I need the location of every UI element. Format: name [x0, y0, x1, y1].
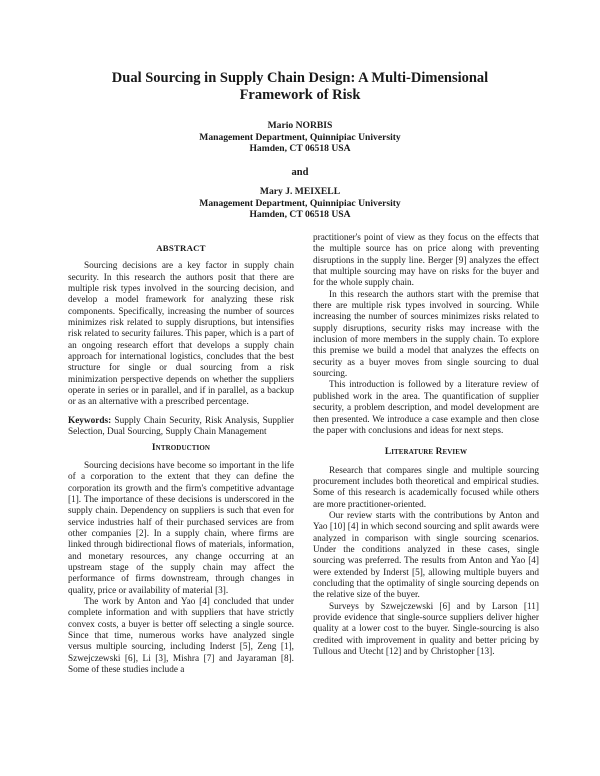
author-block-2: [80, 186, 520, 221]
intro-paragraph-1: Sourcing decisions have become so important in the life of a corporation to the extent that they can define the corporation its growth and the firm's competitive advantage [1]. The importance of these decisions is underscored in the supply chain. Dependency on suppliers is such that even for service industries half of their purchased services are from other companies [2]. In a supply chain, where firms are linked through bidirectional flows of materials, information, and monetary resources, any change occurring at an upstream stage of the supply chain may affect the performance of firms downstream, through changes in quality, price or availability of material [3].: [68, 460, 294, 596]
intro-paragraph-2-continued: practitioner's point of view as they focus on the effects that the multiple source has on price along with preventing disruptions in the supply line. Berger [9] analyzes the effect that multiple sourcing may have on risks for the buyer and for the whole supply chain.: [313, 233, 539, 289]
author-address: Hamden, CT 06518 USA: [249, 143, 351, 154]
lit-paragraph-3: Surveys by Szwejczewski [6] and by Larson [11] provide evidence that single-source suppliers deliver higher quality at a lower cost to the buyer. Single-sourcing is also credited with improvement in quality and better pricing by Tullous and Utecht [12] and by Christopher [13].: [313, 601, 539, 658]
introduction-heading: Introduction: [151, 442, 211, 453]
author-conjunction: and: [291, 167, 309, 178]
author-affiliation: Management Department, Quinnipiac University: [199, 131, 401, 143]
keywords-text: Supply Chain Security, Risk Analysis, Supplier Selection, Dual Sourcing, Supply Chain Management: [68, 415, 294, 438]
title-line-1: Dual Sourcing in Supply Chain Design: A Multi-Dimensional: [111, 70, 489, 86]
author-affiliation: Management Department, Quinnipiac University: [199, 197, 401, 209]
lit-paragraph-1: Research that compares single and multiple sourcing procurement includes both theoretical and empirical studies. Some of this research is academically focused while others are more practitioner-oriented.: [313, 465, 539, 510]
author-address: Hamden, CT 06518 USA: [249, 209, 351, 220]
intro-paragraph-3: In this research the authors start with the premise that there are multiple risk types involved in sourcing. While increasing the number of sources minimizes risks related to supply disruptions, security risks may increase with the inclusion of more members in the supply chain. To explore this premise we build a model that analyzes the effects on security as a buyer moves from single sourcing to dual sourcing.: [313, 289, 539, 380]
keywords-label: Keywords:: [68, 415, 112, 426]
author-name: Mary J. MEIXELL: [259, 186, 341, 197]
paper-title: [80, 70, 520, 104]
author-name: Mario NORBIS: [267, 120, 333, 131]
lit-paragraph-2: Our review starts with the contributions by Anton and Yao [10] [4] in which second sourcing and split awards were analyzed in comparison with single sourcing scenarios. Under the conditions analyzed in these cases, single sourcing was preferred. The results from Anton and Yao [4] were extended by Inderst [5], allowing multiple buyers and concluding that the optimality of single sourcing depends on the relative size of the buyer.: [313, 510, 539, 601]
abstract-heading: ABSTRACT: [156, 243, 206, 253]
abstract-text: Sourcing decisions are a key factor in supply chain security. In this research the authors posit that there are multiple risk types involved in the sourcing decision, and develop a model framework for analyzing these risk components. Specifically, increasing the number of sources minimizes risk related to supply disruptions, but intensifies risk related to security failures. This paper, which is a part of an ongoing research effort that develops a supply chain approach for international logistics, concludes that the best structure for single or dual sourcing from a risk minimization perspective depends on whether the suppliers operate in series or in parallel, and if in parallel, as a backup or as an alternative with a prescribed percentage.: [68, 261, 294, 408]
literature-review-heading: Literature Review: [384, 447, 468, 458]
left-column: [68, 243, 294, 676]
title-line-2: Framework of Risk: [239, 87, 361, 103]
intro-paragraph-4: This introduction is followed by a literature review of published work in the area. The quantification of supplier security, a problem description, and model development are then presented. We introduce a case example and then close the paper with conclusions and ideas for next steps.: [313, 380, 539, 436]
right-column: [313, 233, 539, 658]
keywords: [68, 416, 294, 439]
intro-paragraph-2: The work by Anton and Yao [4] concluded that under complete information and with suppliers that have strictly convex costs, a buyer is better off selecting a single source. Since that time, numerous works have analyzed single versus multiple sourcing, including Inderst [5], Zeng [1], Szwejczewski [6], Li [3], Mishra [7] and Jayaraman [8]. Some of these studies include a: [68, 596, 294, 676]
author-block-1: [80, 120, 520, 155]
